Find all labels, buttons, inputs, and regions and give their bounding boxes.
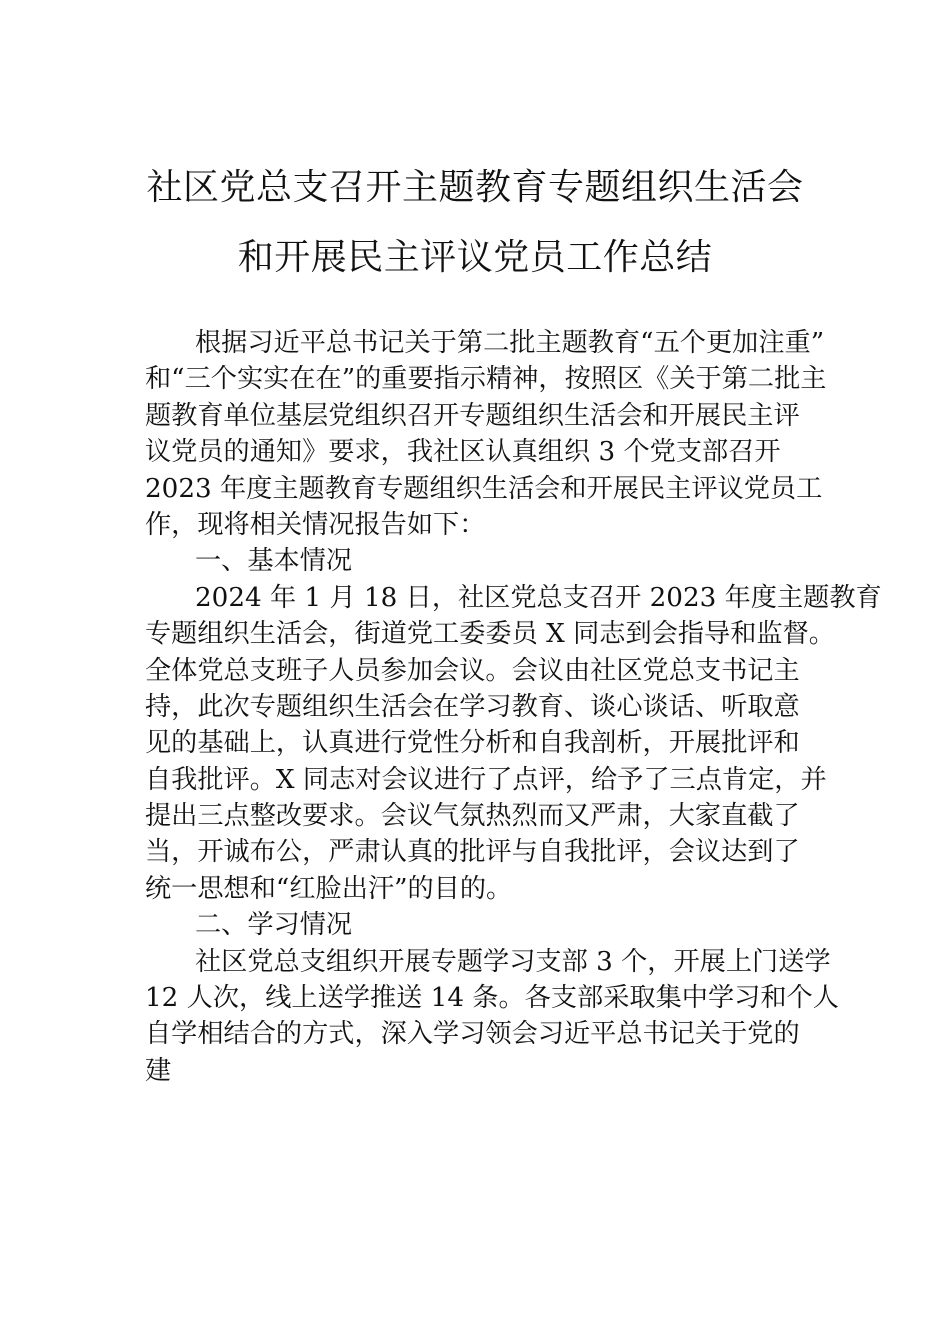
- document-title-line-2: 和开展民主评议党员工作总结: [237, 237, 713, 278]
- body-text-line: 二、学习情况: [195, 910, 353, 941]
- body-text-line: 12 人次，线上送学推送 14 条。各支部采取集中学习和个人: [145, 983, 839, 1014]
- document-title-line-1: 社区党总支召开主题教育专题组织生活会: [146, 167, 804, 208]
- body-text-line: 建: [145, 1055, 172, 1086]
- body-text-line: 提出三点整改要求。会议气氛热烈而又严肃，大家直截了: [145, 801, 800, 832]
- body-text-line: 专题组织生活会，街道党工委委员 X 同志到会指导和监督。: [145, 619, 835, 650]
- body-text-line: 2023 年度主题教育专题组织生活会和开展民主评议党员工: [145, 473, 823, 504]
- body-text-line: 持，此次专题组织生活会在学习教育、谈心谈话、听取意: [145, 691, 800, 722]
- body-text-line: 社区党总支组织开展专题学习支部 3 个，开展上门送学: [195, 946, 831, 977]
- document-body: [145, 325, 882, 1089]
- body-text-line: 2024 年 1 月 18 日，社区党总支召开 2023 年度主题教育: [195, 582, 882, 613]
- body-text-line: 统一思想和“红脸出汗”的目的。: [145, 873, 513, 904]
- body-text-line: 根据习近平总书记关于第二批主题教育“五个更加注重”: [195, 328, 825, 358]
- body-text-line: 自我批评。X 同志对会议进行了点评，给予了三点肯定，并: [145, 764, 827, 795]
- body-text-line: 见的基础上，认真进行党性分析和自我剖析，开展批评和: [145, 728, 800, 759]
- body-text-line: 作，现将相关情况报告如下：: [145, 509, 486, 540]
- body-text-line: 全体党总支班子人员参加会议。会议由社区党总支书记主: [145, 655, 800, 686]
- body-text-line: 一、基本情况: [195, 546, 353, 577]
- body-text-line: 题教育单位基层党组织召开专题组织生活会和开展民主评: [145, 400, 800, 431]
- body-text-line: 议党员的通知》要求，我社区认真组织 3 个党支部召开: [145, 437, 781, 468]
- body-text-line: 自学相结合的方式，深入学习领会习近平总书记关于党的: [145, 1019, 800, 1050]
- body-text-line: 当，开诚布公，严肃认真的批评与自我批评，会议达到了: [145, 837, 800, 868]
- body-text-line: 和“三个实实在在”的重要指示精神，按照区《关于第二批主: [145, 364, 827, 395]
